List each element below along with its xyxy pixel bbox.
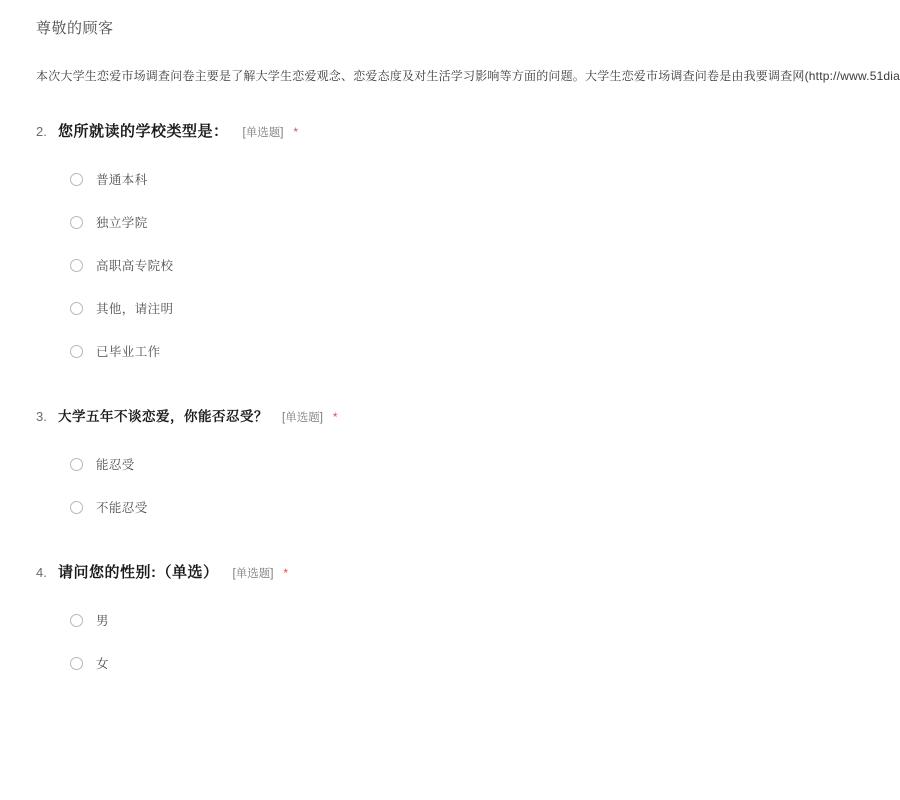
question-title-4: 请问您的性别:（单选） [58,564,219,581]
option-label: 独立学院 [96,216,148,230]
radio-icon[interactable] [70,657,83,670]
option-item[interactable] [70,651,900,675]
question-number-3: 3. [36,409,47,424]
required-asterisk-2: * [293,125,299,139]
survey-intro-text: 本次大学生恋爱市场调查问卷主要是了解大学生恋爱观念、恋爱态度及对生活学习影响等方面的问题。大学生恋爱市场调查问卷是由我要调查网(http://www.51dia [36,69,900,83]
question-number-2: 2. [36,124,47,139]
question-block-3 [0,405,900,519]
option-item[interactable] [70,167,900,191]
option-item[interactable] [70,296,900,320]
option-list-4 [0,608,900,675]
question-type-4: [单选题] [232,568,274,580]
option-list-3 [0,452,900,519]
question-title-3: 大学五年不谈恋爱，你能否忍受？ [58,409,268,424]
option-item[interactable] [70,608,900,632]
option-label: 男 [96,614,109,628]
option-label: 已毕业工作 [96,345,161,359]
option-label: 能忍受 [96,458,135,472]
radio-icon[interactable] [70,259,83,272]
option-item[interactable] [70,210,900,234]
question-header-2 [36,120,900,141]
greeting-text: 尊敬的顾客 [36,20,114,37]
question-header-3 [36,405,900,425]
question-block-4 [0,561,900,675]
option-label: 不能忍受 [96,501,148,515]
radio-icon[interactable] [70,501,83,514]
question-type-2: [单选题] [242,127,284,139]
radio-icon[interactable] [70,458,83,471]
question-block-2 [0,120,900,363]
question-number-4: 4. [36,565,47,580]
option-list-2 [0,167,900,363]
radio-icon[interactable] [70,302,83,315]
radio-icon[interactable] [70,614,83,627]
option-label: 高职高专院校 [96,259,174,273]
radio-icon[interactable] [70,345,83,358]
option-label: 其他，请注明 [96,302,174,316]
option-item[interactable] [70,495,900,519]
option-item[interactable] [70,253,900,277]
option-item[interactable] [70,452,900,476]
required-asterisk-3: * [332,410,338,424]
option-label: 女 [96,657,109,671]
option-item[interactable] [70,339,900,363]
question-type-3: [单选题] [282,412,323,424]
question-header-4 [36,561,900,582]
radio-icon[interactable] [70,216,83,229]
radio-icon[interactable] [70,173,83,186]
required-asterisk-4: * [283,566,289,580]
question-title-2: 您所就读的学校类型是： [58,123,229,140]
option-label: 普通本科 [96,173,148,187]
